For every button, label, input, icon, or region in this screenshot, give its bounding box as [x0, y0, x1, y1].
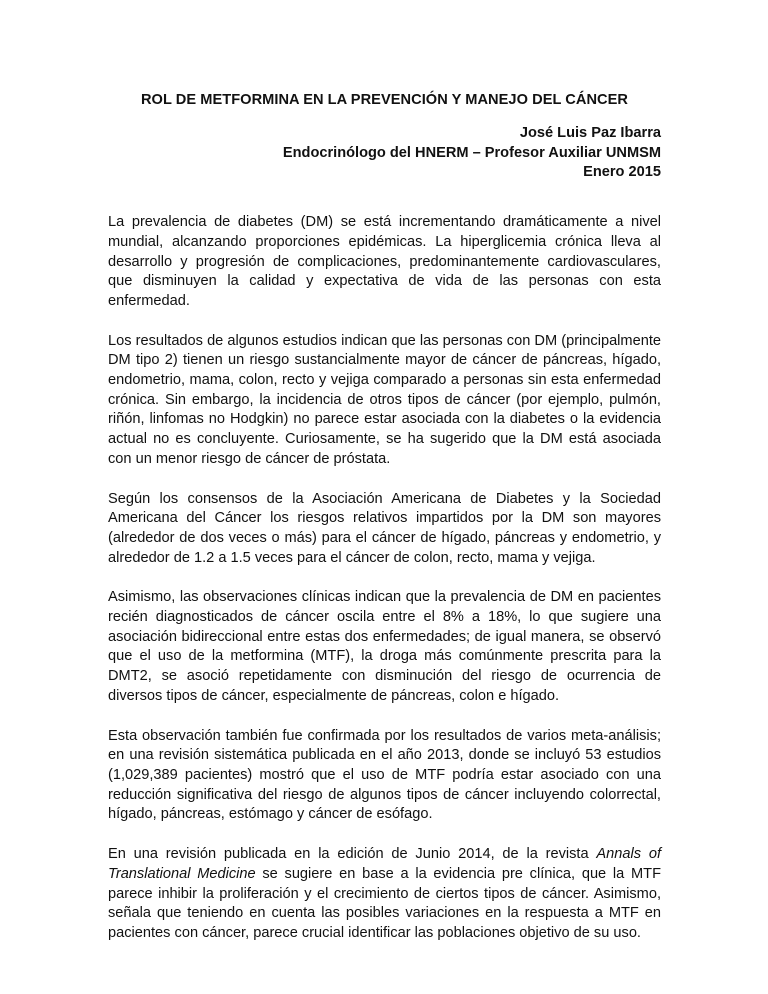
- paragraph-6-end: se sugiere en base a la evidencia pre clínica, que la MTF parece inhibir la proliferación y el crecimiento de ciertos tipos de cáncer. Asimismo, señala que teniendo en cuenta las posibles variaciones en la respuesta a MTF en pacientes con cáncer, parece crucial identificar las poblaciones objetivo de su uso.: [108, 865, 661, 941]
- paragraph-1: La prevalencia de diabetes (DM) se está incrementando dramáticamente a nivel mundial, alcanzando proporciones epidémicas. La hiperglicemia crónica lleva al desarrollo y progresión de complicaciones, predominantemente cardiovasculares, que disminuyen la calidad y expectativa de vida de las personas con esta enfermedad.: [108, 214, 661, 309]
- author-role: Endocrinólogo del HNERM – Profesor Auxiliar UNMSM: [282, 144, 661, 161]
- paragraph-5: Esta observación también fue confirmada por los resultados de varios meta-análisis; en una revisión sistemática publicada en el año 2013, donde se incluyó 53 estudios (1,029,389 pacientes) mostró que el uso de MTF podría estar asociado con una reducción significativa del riesgo de algunos tipos de cáncer incluyendo colorrectal, hígado, páncreas, estómago y cáncer de esófago.: [108, 727, 661, 823]
- document-date: Enero 2015: [583, 164, 661, 181]
- paragraph-2: Los resultados de algunos estudios indican que las personas con DM (principalmente DM tipo 2) tienen un riesgo sustancialmente mayor de cáncer de páncreas, hígado, endometrio, mama, colon, recto y vejiga comparado a personas sin esta enfermedad crónica. Sin embargo, la incidencia de otros tipos de cáncer (por ejemplo, pulmón, riñón, linfomas no Hodgkin) no parece estar asociada con la diabetes o la evidencia actual no es concluyente. Curiosamente, se ha sugerido que la DM está asociada con un menor riesgo de cáncer de próstata.: [108, 332, 661, 467]
- paragraph-4: Asimismo, las observaciones clínicas indican que la prevalencia de DM en pacientes recién diagnosticados de cáncer oscila entre el 8% a 18%, lo que sugiere una asociación bidireccional entre estas dos enfermedades; de igual manera, se observó que el uso de la metformina (MTF), la droga más comúnmente prescrita para la DMT2, se asoció repetidamente con disminución del riesgo de ocurrencia de diversos tipos de cáncer, especialmente de páncreas, colon e hígado.: [108, 589, 661, 704]
- document-title: ROL DE METFORMINA EN LA PREVENCIÓN Y MANEJO DEL CÁNCER: [140, 92, 629, 108]
- paragraph-3: Según los consensos de la Asociación Americana de Diabetes y la Sociedad Americana del Cáncer los riesgos relativos impartidos por la DM son mayores (alrededor de dos veces o más) para el cáncer de hígado, páncreas y endometrio, y alrededor de 1.2 a 1.5 veces para el cáncer de colon, recto, mama y vejiga.: [108, 490, 661, 566]
- document-page: [108, 91, 661, 964]
- author-block: [108, 124, 661, 183]
- author-name: José Luis Paz Ibarra: [519, 125, 661, 141]
- paragraph-6-start: En una revisión publicada en la edición de Junio 2014, de la revista: [108, 846, 597, 863]
- journal-name: Annals of Translational Medicine: [108, 846, 661, 882]
- paragraph-6: [108, 845, 661, 944]
